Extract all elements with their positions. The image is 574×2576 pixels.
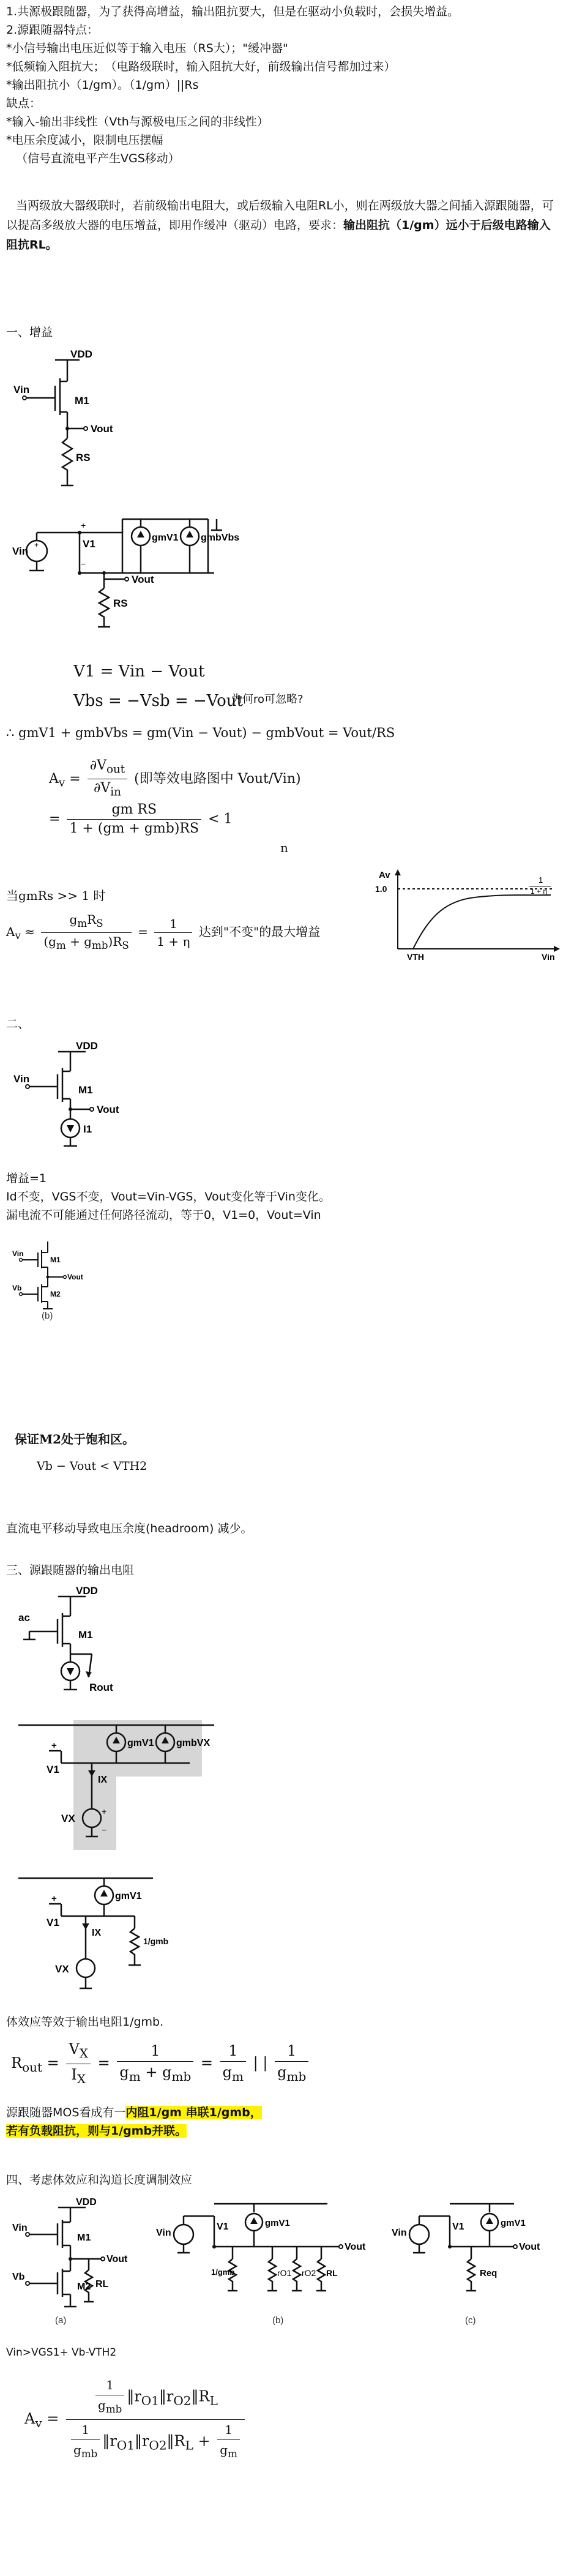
load-parallel-note — [6, 2123, 187, 2139]
m2-saturation-note: 保证M2处于饱和区。 — [15, 1432, 135, 1447]
ac-label: ac — [18, 1612, 30, 1623]
inv-gmb-label: 1/gmb — [143, 1936, 169, 1946]
con-1: *输入-输出非线性（Vth与源极电压之间的非线性） — [6, 115, 269, 129]
headroom-note: 直流电平移动导致电压余度(headroom) 减少。 — [6, 1522, 253, 1535]
constant-current-line: Id不变，VGS不变，Vout=Vin-VGS，Vout变化等于Vin变化。 — [6, 1190, 330, 1204]
gmv1-label: gmV1 — [501, 2218, 526, 2228]
vout-label: Vout — [519, 2242, 540, 2252]
gmv1-label: gmV1 — [127, 1738, 154, 1748]
m1-label: M1 — [78, 1084, 93, 1096]
v1-label: V1 — [83, 538, 95, 550]
fig-caption-c: (c) — [465, 2315, 476, 2326]
large-gmrs-condition: 当gmRs >> 1 时 — [6, 888, 106, 903]
vin-label: Vin — [12, 2223, 28, 2233]
svg-text:+: + — [51, 1740, 57, 1751]
feature-2: *低频输入阻抗大； （电路级联时，输入阻抗大好，前级输出信号都加过来） — [6, 60, 396, 73]
m2-saturation-eq: Vb − Vout < VTH2 — [37, 1459, 147, 1473]
vdd-label: VDD — [76, 2197, 97, 2207]
vin-label: Vin — [156, 2228, 171, 2238]
vin-label: Vin — [12, 545, 29, 557]
body-effect-note: 体效应等效于输出电阻1/gmb. — [6, 2015, 164, 2029]
fig-caption-b: (b) — [272, 2315, 284, 2326]
eq-v1: V1 = Vin − Vout — [73, 662, 205, 681]
source-follower-schematic — [12, 348, 135, 498]
gain-vs-vin-plot — [370, 869, 563, 961]
clm-schematic-a — [12, 2198, 141, 2329]
rs-label: RS — [76, 452, 91, 463]
output-resistance-equivalent — [12, 1867, 169, 2002]
m2-label: M2 — [50, 1290, 61, 1298]
svg-text:−: − — [102, 1825, 107, 1835]
svg-text:+: + — [81, 520, 86, 530]
intro-line-1: 1.共源极跟随器，为了获得高增益，输出阻抗要大，但是在驱动小负载时，会损失增益。 — [6, 5, 460, 18]
plot-asym-den: 1 + η — [531, 887, 548, 896]
gmv1-label: gmV1 — [152, 533, 179, 543]
cascade-text: 当两级放大器级联时，若前级输出电阻大，或后级输入电阻RL小，则在两级放大器之间插入源跟随器，可以提高多级放大器的电压增益，即用作缓冲（驱动）电路，要求： — [6, 199, 554, 232]
fig-caption-b: (b) — [42, 1311, 53, 1321]
vin-label: Vin — [12, 1249, 24, 1258]
vin-label: Vin — [13, 1073, 30, 1085]
eq-av-note: (即等效电路图中 Vout/Vin) — [134, 771, 301, 787]
eq-av-result: = $\frac{\text{gm RS}}{\text{1 + (gm + gmb)RS}}$ < 1 — [49, 801, 233, 838]
vdd-label: VDD — [70, 348, 92, 360]
plot-vin-label: Vin — [542, 952, 555, 962]
vin-label: Vin — [13, 384, 30, 395]
vout-label: Vout — [106, 2254, 128, 2264]
ix-label: IX — [92, 1928, 102, 1938]
v1-label: V1 — [452, 2222, 464, 2232]
req-label: Req — [480, 2268, 498, 2278]
bias-condition: Vin>VGS1+ Vb-VTH2 — [6, 2346, 117, 2359]
m1-label: M1 — [75, 395, 89, 406]
m1-label: M1 — [78, 1629, 93, 1641]
eq-kcl: ∴ gmV1 + gmbVbs = gm(Vin − Vout) − gmbVout = Vout/RS — [6, 725, 395, 740]
rout-label: Rout — [89, 1682, 113, 1693]
svg-text:−: − — [81, 559, 86, 569]
current-source-follower-schematic — [12, 1041, 141, 1157]
eq-n-mark: n — [280, 841, 288, 855]
eq-av-approx: $A_v$ ≈ $\frac{g_mR_S}{(g_m + g_{mb})R_S}$ = $\frac{1}{1 + \eta}$ 达到"不变"的最大增益 — [6, 912, 321, 951]
vout-label: Vout — [132, 574, 154, 585]
ro2-label: rO2 — [302, 2268, 316, 2278]
vdd-label: VDD — [76, 1040, 98, 1052]
eq-av-tail: < 1 — [208, 811, 233, 827]
svg-text:+: + — [102, 1807, 107, 1816]
intro-line-2: 2.源跟随器特点： — [6, 23, 99, 37]
output-resistance-equivalent-shaded — [12, 1714, 226, 1855]
ro-question: 为何ro可忽略? — [231, 693, 304, 706]
clm-small-signal-c — [392, 2198, 563, 2329]
section-2-title: 二、 — [6, 1017, 30, 1031]
nmos-source-follower-schematic — [12, 1237, 110, 1322]
max-gain-note: 达到"不变"的最大增益 — [198, 924, 321, 939]
vdd-label: VDD — [76, 1585, 98, 1597]
eq-av-num: gm RS — [67, 801, 201, 820]
m1-label: M1 — [77, 2233, 91, 2243]
cascade-paragraph — [6, 196, 560, 255]
v1-label: V1 — [217, 2222, 229, 2232]
svg-text:+: + — [34, 541, 39, 549]
inv-gmb-label: 1/gmb — [211, 2267, 235, 2277]
ix-label: IX — [98, 1775, 108, 1785]
gmbvx-label: gmbVX — [176, 1738, 211, 1748]
gain-equals-one: 增益=1 — [6, 1172, 47, 1185]
section-4-title: 四、考虑体效应和沟道长度调制效应 — [6, 2173, 193, 2187]
small-signal-model — [12, 512, 281, 637]
plot-y-label: Av — [379, 870, 390, 880]
rl-label: RL — [326, 2268, 338, 2278]
feature-3: *输出阻抗小（1/gm）。（1/gm）||Rs — [6, 78, 199, 92]
i1-label: I1 — [83, 1123, 92, 1135]
cascade-requirement: 输出阻抗（1/gm）远小于后级电路输入阻抗RL。 — [6, 219, 551, 252]
vin-label: Vin — [392, 2228, 407, 2238]
section-1-title: 一、增益 — [6, 326, 53, 339]
vb-label: Vb — [12, 1284, 22, 1292]
vout-label: Vout — [345, 2242, 366, 2252]
eq-av-def: $A_v$ = $\frac{\partial V_{out}}{\partial V_{in}}$ (即等效电路图中 Vout/Vin) — [49, 758, 301, 799]
internal-resistance-highlight: 内阻1/gm 串联1/gmb， — [125, 2106, 262, 2119]
zero-current-line: 漏电流不可能通过任何路径流动，等于0，V1=0，Vout=Vin — [6, 1208, 321, 1222]
svg-text:+: + — [51, 1893, 57, 1904]
eq-vbs: Vbs = −Vsb = −Vout — [73, 692, 243, 710]
rl-label: RL — [95, 2279, 109, 2290]
fig-caption-a: (a) — [55, 2315, 67, 2326]
gmbvbs-label: gmbVbs — [201, 533, 240, 543]
feature-1: *小信号输出电压近似等于输入电压（RS大）；"缓冲器" — [6, 42, 288, 55]
internal-resistance-text: 源跟随器MOS看成有一 — [6, 2106, 126, 2119]
vb-label: Vb — [12, 2272, 25, 2282]
ro1-label: rO1 — [277, 2268, 292, 2278]
vx-label: VX — [61, 1813, 75, 1824]
plot-one-label: 1.0 — [375, 884, 387, 894]
output-resistance-schematic — [12, 1586, 141, 1699]
eq-av-clm: $A_v$ = $\frac{1}{g_{mb}}$ $‖r_{O1}‖r_{O2}‖R_L$ $\frac{1}{g_{mb}}$ $‖r_{O1}‖r_{O2}‖R_L$ + $\frac{1}{g_m}$ — [24, 2375, 247, 2464]
rs-label: RS — [113, 597, 128, 609]
internal-resistance-note — [6, 2105, 262, 2121]
vout-label: Vout — [67, 1273, 83, 1281]
eq-rout: $R_{out}$ = $\frac{V_X}{I_X}$ = $\frac{1}{g_m + g_{mb}}$ = $\frac{1}{g_m}$ | | $\frac{1}{g_{mb}}$ — [11, 2039, 311, 2089]
m2-label: M2 — [77, 2282, 91, 2292]
v1-label: V1 — [47, 1917, 59, 1928]
con-2: *电压余度减小，限制电压摆幅 — [6, 133, 163, 147]
v1-label: V1 — [47, 1764, 59, 1775]
vx-label: VX — [55, 1963, 69, 1975]
section-3-title: 三、源跟随器的输出电阻 — [6, 1563, 135, 1577]
gmv1-label: gmV1 — [265, 2218, 290, 2228]
gmv1-label: gmV1 — [115, 1891, 142, 1901]
m1-label: M1 — [50, 1256, 61, 1264]
vout-label: Vout — [91, 423, 113, 435]
plot-asym-num: 1 — [539, 875, 543, 885]
eq-av-den: 1 + (gm + gmb)RS — [69, 821, 199, 836]
plot-vth-label: VTH — [407, 952, 424, 962]
load-parallel-highlight: 若有负载阻抗，则与1/gmb并联。 — [6, 2124, 187, 2138]
cons-heading: 缺点： — [6, 97, 42, 110]
con-3: （信号直流电平产生VGS移动） — [16, 152, 180, 165]
clm-small-signal-b — [156, 2198, 386, 2329]
vout-label: Vout — [97, 1104, 119, 1115]
